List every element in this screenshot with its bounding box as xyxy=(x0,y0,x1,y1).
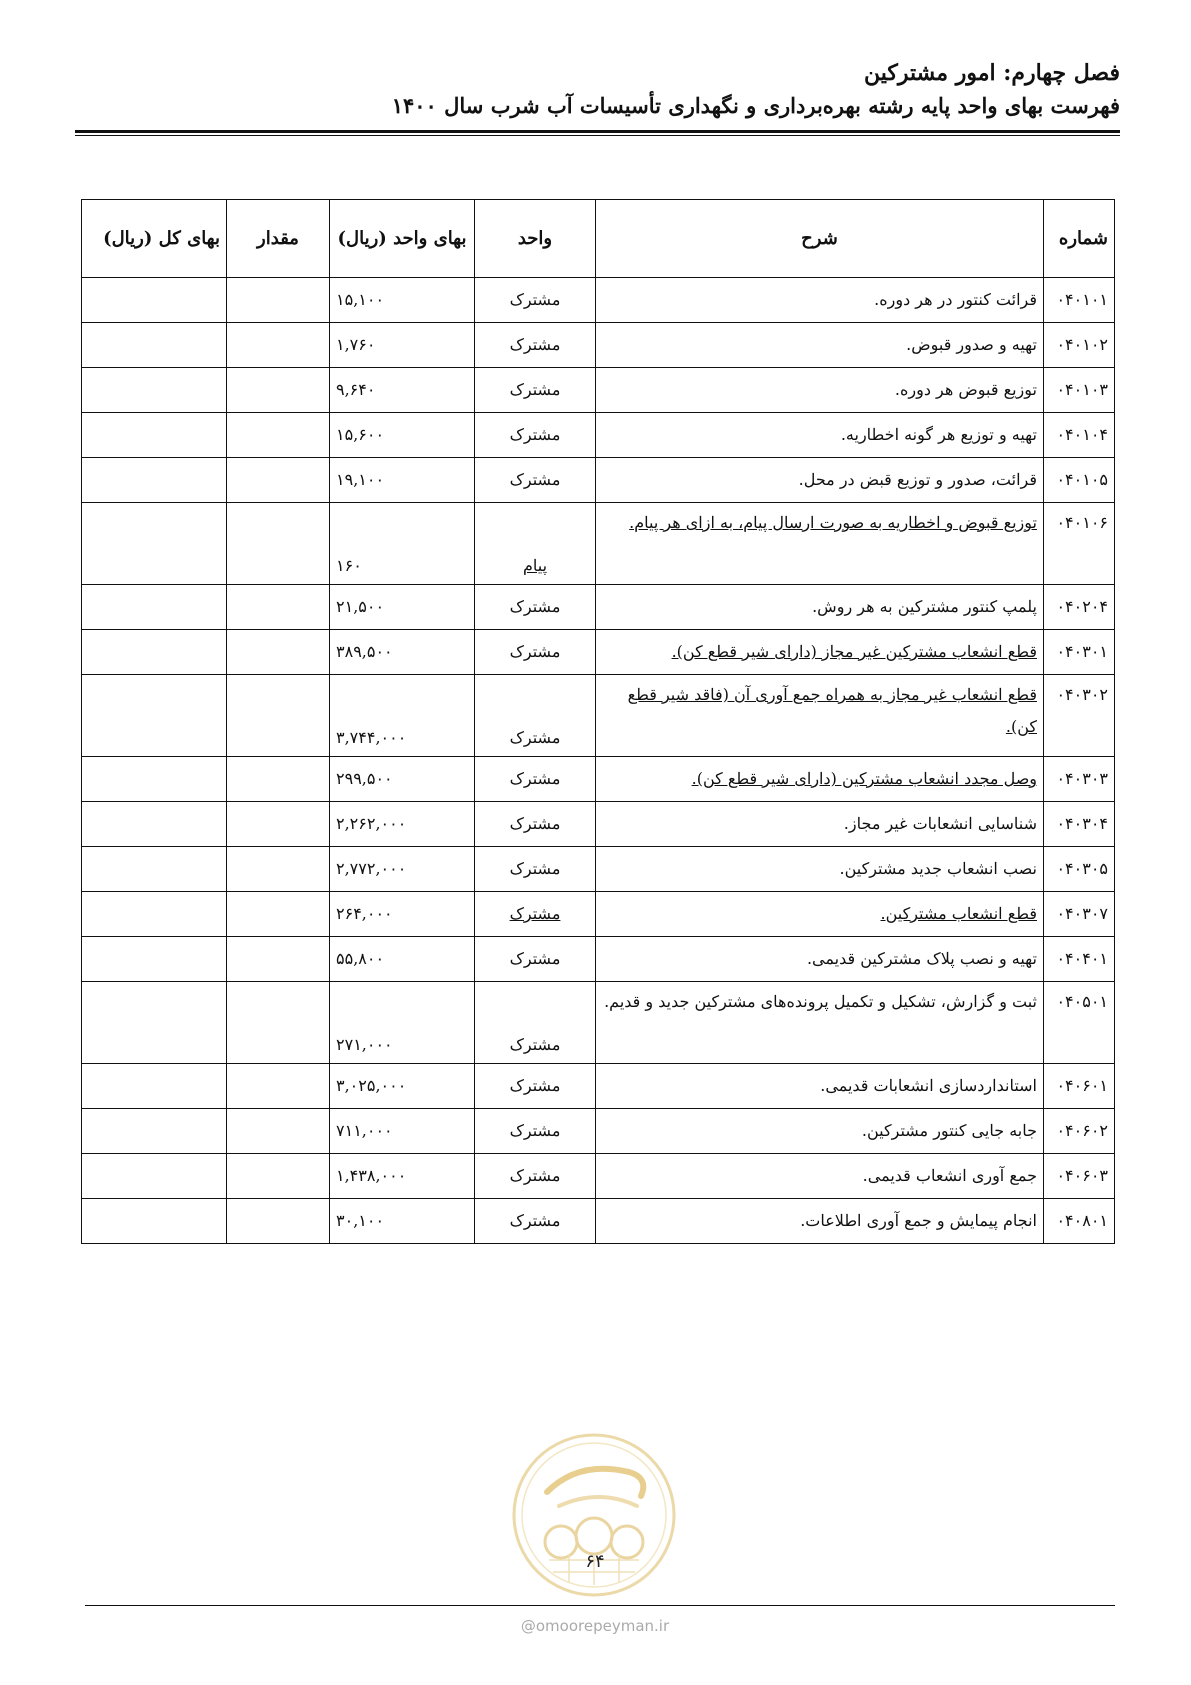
row-total-price xyxy=(82,802,227,847)
table-row xyxy=(82,1064,1115,1109)
row-total-price xyxy=(82,503,227,585)
row-quantity xyxy=(227,278,330,323)
table-row xyxy=(82,982,1115,1064)
page-number: ۶۴ xyxy=(585,1551,605,1572)
row-total-price xyxy=(82,458,227,503)
row-quantity xyxy=(227,892,330,937)
header-unit: واحد xyxy=(475,200,596,278)
header-rule-thick xyxy=(75,130,1120,133)
row-unit-price: ۲,۲۶۲,۰۰۰ xyxy=(330,802,475,847)
row-description: توزیع قبوض هر دوره. xyxy=(596,368,1044,413)
row-code: ۰۴۰۳۰۳ xyxy=(1044,757,1115,802)
row-unit: مشترک xyxy=(475,1199,596,1244)
row-total-price xyxy=(82,630,227,675)
row-code: ۰۴۰۳۰۵ xyxy=(1044,847,1115,892)
row-quantity xyxy=(227,847,330,892)
row-unit: مشترک xyxy=(475,1109,596,1154)
row-unit: مشترک xyxy=(475,630,596,675)
row-quantity xyxy=(227,675,330,757)
table-row xyxy=(82,323,1115,368)
row-unit: مشترک xyxy=(475,675,596,757)
row-code: ۰۴۰۱۰۲ xyxy=(1044,323,1115,368)
row-quantity xyxy=(227,982,330,1064)
table-row xyxy=(82,675,1115,757)
row-total-price xyxy=(82,982,227,1064)
row-code: ۰۴۰۸۰۱ xyxy=(1044,1199,1115,1244)
row-quantity xyxy=(227,585,330,630)
header-quantity: مقدار xyxy=(227,200,330,278)
row-code: ۰۴۰۱۰۴ xyxy=(1044,413,1115,458)
row-description: قطع انشعاب مشترکین. xyxy=(596,892,1044,937)
table-row xyxy=(82,757,1115,802)
row-unit-price: ۲۷۱,۰۰۰ xyxy=(330,982,475,1064)
row-total-price xyxy=(82,675,227,757)
row-unit: مشترک xyxy=(475,413,596,458)
footer-rule xyxy=(85,1605,1115,1606)
row-description: نصب انشعاب جدید مشترکین. xyxy=(596,847,1044,892)
row-code: ۰۴۰۱۰۶ xyxy=(1044,503,1115,585)
table-row xyxy=(82,802,1115,847)
row-quantity xyxy=(227,757,330,802)
row-unit: مشترک xyxy=(475,982,596,1064)
row-total-price xyxy=(82,937,227,982)
row-quantity xyxy=(227,1109,330,1154)
row-total-price xyxy=(82,1154,227,1199)
row-code: ۰۴۰۱۰۳ xyxy=(1044,368,1115,413)
row-description: شناسایی انشعابات غیر مجاز. xyxy=(596,802,1044,847)
row-total-price xyxy=(82,757,227,802)
row-code: ۰۴۰۴۰۱ xyxy=(1044,937,1115,982)
row-unit-price: ۲,۷۷۲,۰۰۰ xyxy=(330,847,475,892)
row-unit-price: ۱,۴۳۸,۰۰۰ xyxy=(330,1154,475,1199)
table-row xyxy=(82,937,1115,982)
row-description: قرائت، صدور و توزیع قبض در محل. xyxy=(596,458,1044,503)
row-code: ۰۴۰۳۰۴ xyxy=(1044,802,1115,847)
row-total-price xyxy=(82,1064,227,1109)
row-code: ۰۴۰۶۰۱ xyxy=(1044,1064,1115,1109)
row-code: ۰۴۰۳۰۷ xyxy=(1044,892,1115,937)
row-code: ۰۴۰۳۰۲ xyxy=(1044,675,1115,757)
header-description: شرح xyxy=(596,200,1044,278)
omoorepeyman-seal-logo xyxy=(509,1430,679,1600)
row-description: قطع انشعاب مشترکین غیر مجاز (دارای شیر قطع کن). xyxy=(596,630,1044,675)
row-unit-price: ۲۱,۵۰۰ xyxy=(330,585,475,630)
row-description: پلمپ کنتور مشترکین به هر روش. xyxy=(596,585,1044,630)
row-unit-price: ۱۶۰ xyxy=(330,503,475,585)
row-description: استانداردسازی انشعابات قدیمی. xyxy=(596,1064,1044,1109)
row-description: جمع آوری انشعاب قدیمی. xyxy=(596,1154,1044,1199)
table-row xyxy=(82,278,1115,323)
row-code: ۰۴۰۱۰۱ xyxy=(1044,278,1115,323)
row-code: ۰۴۰۲۰۴ xyxy=(1044,585,1115,630)
row-code: ۰۴۰۶۰۳ xyxy=(1044,1154,1115,1199)
row-unit-price: ۱,۷۶۰ xyxy=(330,323,475,368)
row-quantity xyxy=(227,323,330,368)
table-row xyxy=(82,1199,1115,1244)
page-header xyxy=(75,56,1120,122)
row-unit: مشترک xyxy=(475,585,596,630)
document-subtitle: فهرست بهای واحد پایه رشته بهره‌برداری و نگهداری تأسیسات آب شرب سال ۱۴۰۰ xyxy=(391,93,1120,118)
row-description: ثبت و گزارش، تشکیل و تکمیل پرونده‌های مشترکین جدید و قدیم. xyxy=(596,982,1044,1064)
row-total-price xyxy=(82,585,227,630)
row-unit: مشترک xyxy=(475,937,596,982)
row-total-price xyxy=(82,368,227,413)
row-unit-price: ۱۹,۱۰۰ xyxy=(330,458,475,503)
row-unit: مشترک xyxy=(475,368,596,413)
row-quantity xyxy=(227,630,330,675)
row-total-price xyxy=(82,1109,227,1154)
row-quantity xyxy=(227,458,330,503)
table-row xyxy=(82,458,1115,503)
row-unit: مشترک xyxy=(475,1154,596,1199)
table-row xyxy=(82,368,1115,413)
row-unit-price: ۹,۶۴۰ xyxy=(330,368,475,413)
row-unit: مشترک xyxy=(475,757,596,802)
row-unit-price: ۳۰,۱۰۰ xyxy=(330,1199,475,1244)
row-unit: مشترک xyxy=(475,847,596,892)
row-quantity xyxy=(227,1199,330,1244)
row-description: تهیه و نصب پلاک مشترکین قدیمی. xyxy=(596,937,1044,982)
row-description: تهیه و توزیع هر گونه اخطاریه. xyxy=(596,413,1044,458)
row-quantity xyxy=(227,1064,330,1109)
row-unit-price: ۲۶۴,۰۰۰ xyxy=(330,892,475,937)
row-quantity xyxy=(227,802,330,847)
table-row xyxy=(82,413,1115,458)
table-row xyxy=(82,1154,1115,1199)
table-header-row xyxy=(82,200,1115,278)
row-description: توزیع قبوض و اخطاریه به صورت ارسال پیام، به ازای هر پیام. xyxy=(596,503,1044,585)
row-total-price xyxy=(82,278,227,323)
row-code: ۰۴۰۵۰۱ xyxy=(1044,982,1115,1064)
table-row xyxy=(82,630,1115,675)
row-code: ۰۴۰۶۰۲ xyxy=(1044,1109,1115,1154)
row-unit-price: ۲۹۹,۵۰۰ xyxy=(330,757,475,802)
row-unit-price: ۱۵,۶۰۰ xyxy=(330,413,475,458)
table-row xyxy=(82,503,1115,585)
row-total-price xyxy=(82,892,227,937)
row-code: ۰۴۰۱۰۵ xyxy=(1044,458,1115,503)
row-quantity xyxy=(227,1154,330,1199)
website-watermark: @omoorepeyman.ir xyxy=(520,1617,670,1635)
row-unit-price: ۳,۷۴۴,۰۰۰ xyxy=(330,675,475,757)
table-row xyxy=(82,892,1115,937)
row-unit-price: ۳,۰۲۵,۰۰۰ xyxy=(330,1064,475,1109)
row-description: قطع انشعاب غیر مجاز به همراه جمع آوری آن (فاقد شیر قطع کن). xyxy=(596,675,1044,757)
row-unit: مشترک xyxy=(475,1064,596,1109)
row-unit-price: ۳۸۹,۵۰۰ xyxy=(330,630,475,675)
row-unit-price: ۱۵,۱۰۰ xyxy=(330,278,475,323)
chapter-title: فصل چهارم: امور مشترکین xyxy=(864,60,1120,86)
table-row xyxy=(82,1109,1115,1154)
header-code: شماره xyxy=(1044,200,1115,278)
row-unit-price: ۵۵,۸۰۰ xyxy=(330,937,475,982)
row-unit-price: ۷۱۱,۰۰۰ xyxy=(330,1109,475,1154)
row-unit: مشترک xyxy=(475,458,596,503)
row-quantity xyxy=(227,368,330,413)
row-unit: مشترک xyxy=(475,323,596,368)
row-quantity xyxy=(227,413,330,458)
row-total-price xyxy=(82,1199,227,1244)
row-quantity xyxy=(227,503,330,585)
row-quantity xyxy=(227,937,330,982)
row-description: وصل مجدد انشعاب مشترکین (دارای شیر قطع کن). xyxy=(596,757,1044,802)
row-unit: مشترک xyxy=(475,278,596,323)
header-unit-price: بهای واحد (ریال) xyxy=(330,200,475,278)
row-unit: مشترک xyxy=(475,802,596,847)
row-total-price xyxy=(82,323,227,368)
row-description: قرائت کنتور در هر دوره. xyxy=(596,278,1044,323)
row-description: انجام پیمایش و جمع آوری اطلاعات. xyxy=(596,1199,1044,1244)
price-list-table xyxy=(81,199,1115,1244)
table-row xyxy=(82,585,1115,630)
header-total-price: بهای کل (ریال) xyxy=(82,200,227,278)
table-row xyxy=(82,847,1115,892)
header-rule-thin xyxy=(75,135,1120,136)
row-total-price xyxy=(82,413,227,458)
row-unit: مشترک xyxy=(475,892,596,937)
row-description: جابه جایی کنتور مشترکین. xyxy=(596,1109,1044,1154)
row-unit: پیام xyxy=(475,503,596,585)
row-description: تهیه و صدور قبوض. xyxy=(596,323,1044,368)
row-total-price xyxy=(82,847,227,892)
row-code: ۰۴۰۳۰۱ xyxy=(1044,630,1115,675)
